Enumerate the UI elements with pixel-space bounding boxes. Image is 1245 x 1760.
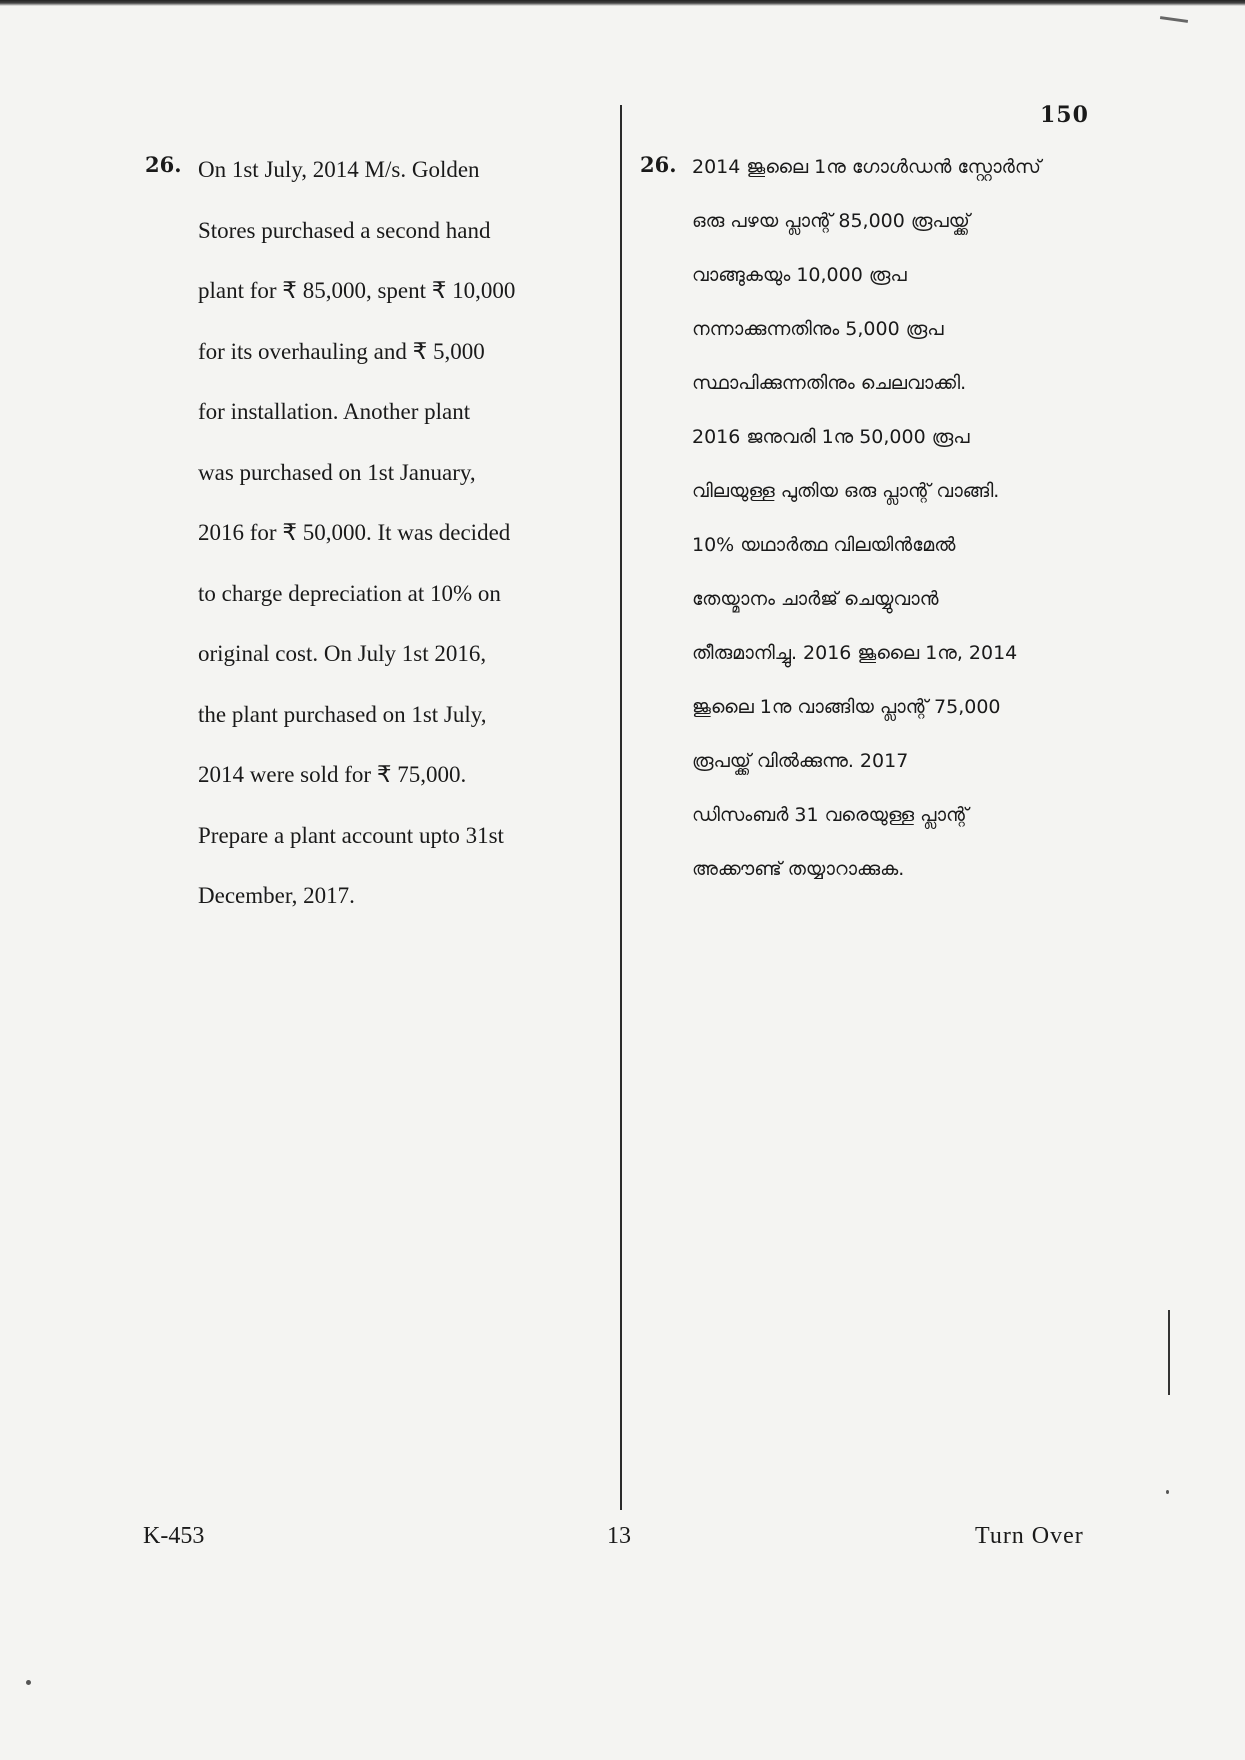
question-line: for its overhauling and ₹ 5,000 [198,338,485,364]
question-line: ഡിസംബർ 31 വരെയുള്ള പ്ലാന്റ് [692,804,969,826]
english-question-text [198,140,553,927]
question-line: to charge depreciation at 10% on [198,580,501,606]
question-number: 26. [145,152,182,177]
question-line: തേയ്മാനം ചാർജ് ചെയ്യുവാൻ [692,588,939,610]
question-line: അക്കൗണ്ട് തയ്യാറാക്കുക. [692,858,905,880]
question-line: വിലയുള്ള പുതിയ ഒരു പ്ലാന്റ് വാങ്ങി. [692,480,1000,502]
question-line: December, 2017. [198,883,355,909]
question-line: Stores purchased a second hand [198,217,491,243]
question-line: was purchased on 1st January, [198,459,476,485]
question-line: 2016 ജനുവരി 1നു 50,000 രൂപ [692,426,970,448]
question-line: തീരുമാനിച്ചു. 2016 ജൂലൈ 1നു, 2014 [692,642,1018,664]
question-line: വാങ്ങുകയും 10,000 രൂപ [692,264,907,286]
question-line: 2014 were sold for ₹ 75,000. [198,762,467,788]
question-line: 2016 for ₹ 50,000. It was decided [198,520,511,546]
question-line: for installation. Another plant [198,399,471,425]
question-line: സ്ഥാപിക്കുന്നതിനും ചെലവാക്കി. [692,372,967,394]
question-line: 2014 ജൂലൈ 1നു ഗോൾഡൻ സ്റ്റോർസ് [692,156,1041,178]
question-line: ഒരു പഴയ പ്ലാന്റ് 85,000 രൂപയ്ക്ക് [692,210,970,232]
question-line: നന്നാക്കുന്നതിനും 5,000 രൂപ [692,318,944,340]
column-divider [620,105,622,1510]
scan-speck [1166,1490,1169,1494]
question-line: plant for ₹ 85,000, spent ₹ 10,000 [198,278,516,304]
page-number: 13 [607,1523,631,1549]
question-line: രൂപയ്ക്ക് വിൽക്കുന്നു. 2017 [692,750,909,772]
question-line: On 1st July, 2014 M/s. Golden [198,157,480,183]
turn-over-note: Turn Over [975,1523,1084,1549]
scan-speck [26,1680,31,1685]
question-line: original cost. On July 1st 2016, [198,641,487,667]
question-line: Prepare a plant account upto 31st [198,822,504,848]
scan-top-edge [0,0,1245,6]
question-number: 26. [640,152,677,177]
scan-corner-mark [1160,16,1188,23]
question-line: 10% യഥാർത്ഥ വിലയിൻമേൽ [692,534,956,556]
page-number-top: 150 [1040,102,1089,128]
question-line: ജൂലൈ 1നു വാങ്ങിയ പ്ലാന്റ് 75,000 [692,696,1001,718]
paper-code: K-453 [143,1523,205,1549]
question-line: the plant purchased on 1st July, [198,701,487,727]
scan-side-mark [1168,1310,1170,1395]
malayalam-question-text [692,140,1050,896]
